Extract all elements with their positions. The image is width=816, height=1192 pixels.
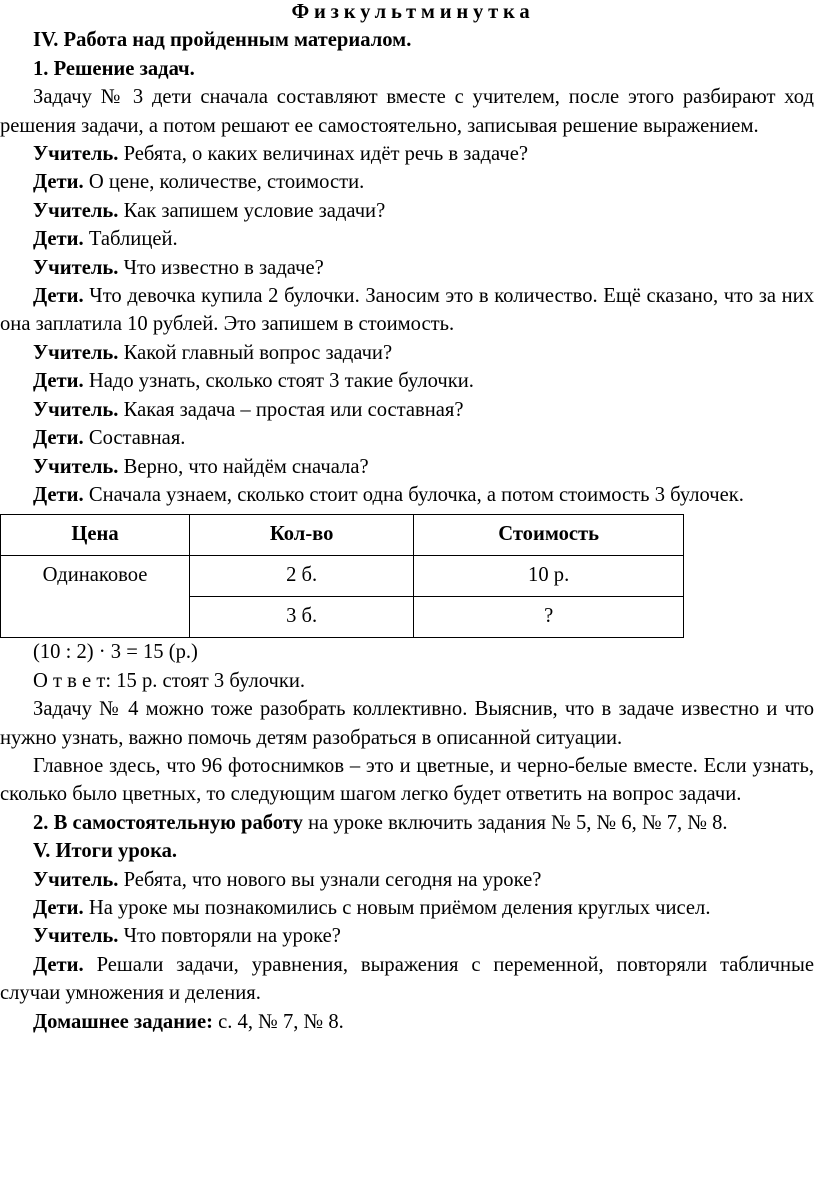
dialogue-text: Что повторяли на уроке? — [118, 925, 341, 948]
dialogue-line — [0, 396, 814, 424]
speaker-label: Учитель. — [33, 455, 119, 478]
dialogue-text: Ребята, что нового вы узнали сегодня на уроке? — [118, 868, 542, 891]
speaker-label: Дети. — [33, 896, 84, 919]
dialogue-text: Что девочка купила 2 булочки. Заносим это в количество. Ещё сказано, что за них она заплатила 10 рублей. Это запишем в стоимость. — [0, 285, 814, 336]
dialogue-text: Решали задачи, уравнения, выражения с переменной, повторяли табличные случаи умножения и деления. — [0, 953, 814, 1005]
table-cell-qty: 3 б. — [190, 597, 414, 638]
dialogue-text: Верно, что найдём сначала? — [118, 455, 369, 478]
speaker-label: Учитель. — [33, 199, 119, 222]
homework-label: Домашнее задание: — [33, 1010, 213, 1033]
speaker-label: Учитель. — [33, 341, 119, 364]
page-title: Физкультминутка — [291, 1, 535, 23]
dialogue-line — [0, 481, 814, 509]
speaker-label: Учитель. — [33, 256, 119, 279]
section-heading: V. Итоги урока. — [33, 840, 178, 863]
dialogue-text: Какой главный вопрос задачи? — [118, 341, 393, 364]
speaker-label: Дети. — [33, 228, 84, 251]
table-row — [1, 556, 684, 597]
dialogue-text: Ребята, о каких величинах идёт речь в задаче? — [118, 143, 529, 166]
dialogue-line — [0, 225, 814, 253]
table-header-cell: Цена — [1, 515, 190, 556]
condition-table-wrapper — [0, 514, 814, 638]
dialogue-text: Надо узнать, сколько стоят 3 такие булочки. — [83, 370, 474, 393]
speaker-label: Учитель. — [33, 925, 119, 948]
speaker-label: Дети. — [33, 427, 84, 450]
dialogue-text: Составная. — [83, 427, 186, 450]
independent-work-paragraph — [0, 809, 814, 837]
dialogue-line — [0, 168, 814, 196]
dialogue-line — [0, 140, 814, 168]
speaker-label: Учитель. — [33, 868, 119, 891]
subsection-heading: 1. Решение задач. — [33, 57, 195, 80]
table-cell-qty: 2 б. — [190, 556, 414, 597]
section-heading: IV. Работа над пройденным материалом. — [33, 29, 412, 52]
table-header-row — [1, 515, 684, 556]
table-cell-price: Одинаковое — [1, 556, 190, 638]
solution-answer: О т в е т: 15 р. стоят 3 булочки. — [33, 669, 306, 692]
independent-work-label: 2. В самостоятельную работу — [33, 811, 303, 834]
table-cell-cost: 10 р. — [414, 556, 684, 597]
dialogue-text: Какая задача – простая или составная? — [118, 398, 464, 421]
dialogue-line — [0, 894, 814, 922]
task4-paragraph: Задачу № 4 можно тоже разобрать коллективно. Выяснив, что в задаче известно и что нужно узнать, важно помочь детям разобраться в описанной ситуации. — [0, 698, 814, 749]
dialogue-text: Таблицей. — [83, 228, 178, 251]
dialogue-line — [0, 922, 814, 950]
speaker-label: Учитель. — [33, 398, 119, 421]
dialogue-line — [0, 424, 814, 452]
dialogue-text: Сначала узнаем, сколько стоит одна булочка, а потом стоимость 3 булочек. — [83, 483, 744, 506]
intro-paragraph: Задачу № 3 дети сначала составляют вместе с учителем, после этого разбирают ход решения задачи, а потом решают ее самостоятельно, записывая решение выражением. — [0, 86, 814, 137]
speaker-label: Дети. — [33, 171, 84, 194]
dialogue-line — [0, 254, 814, 282]
speaker-label: Дети. — [33, 953, 84, 976]
solution-expression: (10 : 2) · 3 = 15 (р.) — [33, 641, 198, 664]
dialogue-line — [0, 367, 814, 395]
dialogue-text: На уроке мы познакомились с новым приёмом деления круглых чисел. — [83, 896, 711, 919]
table-header-cell: Кол-во — [190, 515, 414, 556]
table-header-cell: Стоимость — [414, 515, 684, 556]
dialogue-text: Как запишем условие задачи? — [118, 199, 386, 222]
speaker-label: Дети. — [33, 483, 84, 506]
dialogue-line — [0, 197, 814, 225]
dialogue-text: Что известно в задаче? — [118, 256, 324, 279]
dialogue-line — [0, 282, 814, 339]
table-cell-cost: ? — [414, 597, 684, 638]
condition-table — [0, 514, 684, 638]
dialogue-line — [0, 951, 814, 1008]
speaker-label: Учитель. — [33, 143, 119, 166]
speaker-label: Дети. — [33, 285, 84, 308]
speaker-label: Дети. — [33, 370, 84, 393]
dialogue-line — [0, 339, 814, 367]
dialogue-line — [0, 866, 814, 894]
task4-main-paragraph: Главное здесь, что 96 фотоснимков – это и цветные, и черно-белые вместе. Если узнать, сколько было цветных, то следующим шагом легко будет ответить на вопрос задачи. — [0, 754, 814, 806]
homework-paragraph — [0, 1008, 814, 1036]
dialogue-line — [0, 453, 814, 481]
dialogue-text: О цене, количестве, стоимости. — [83, 171, 365, 194]
homework-text: с. 4, № 7, № 8. — [212, 1010, 344, 1033]
independent-work-text: на уроке включить задания № 5, № 6, № 7, № 8. — [302, 811, 728, 834]
